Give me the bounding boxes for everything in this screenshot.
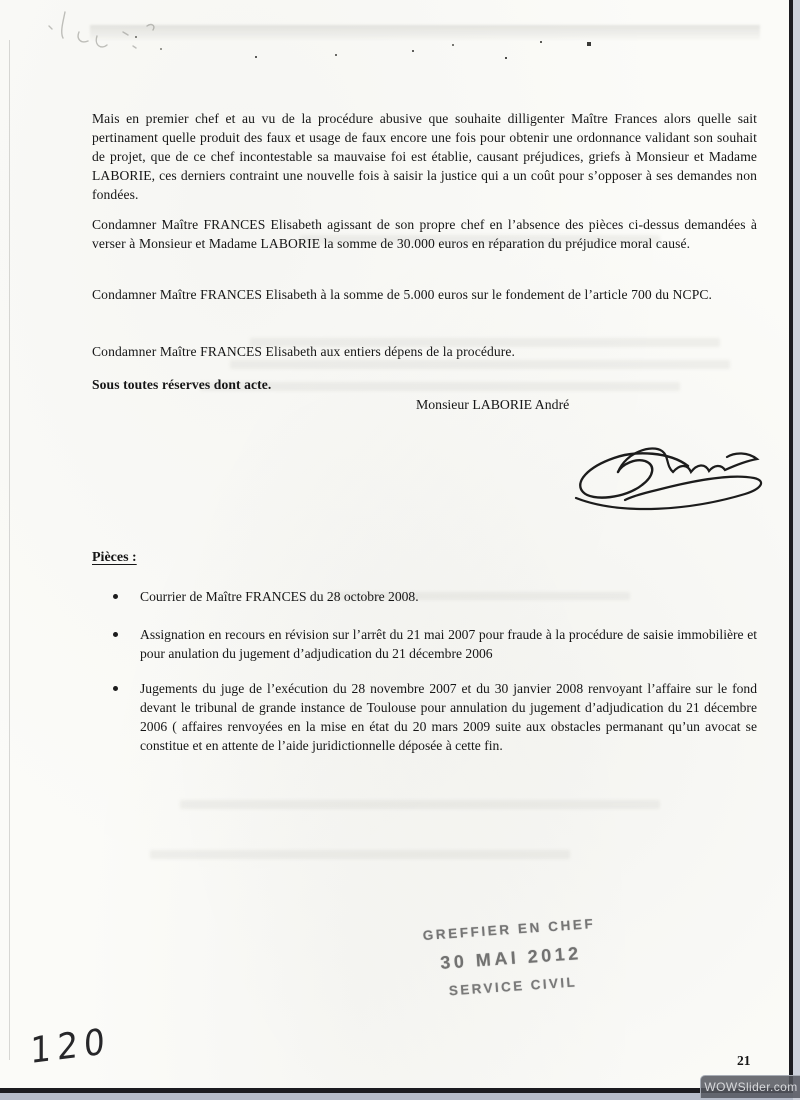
list-item-text: Jugements du juge de l’exécution du 28 novembre 2007 et du 30 janvier 2008 renvoyant l’affaire sur le fond devant le tribunal de grande instance de Toulouse pour annulation du jugement d’adjudication du 21 décembre 2006 ( affaires renvoyées en la mise en état du 20 mars 2009 suite aux obstacles permanant qu’un avocat se constitue et en attente de l’aide juridictionnelle déposée à cette fin. xyxy=(140,681,757,753)
stamp-office-line: GREFFIER EN CHEF xyxy=(422,916,596,944)
scan-smudge-band xyxy=(90,25,760,40)
scan-edge-left xyxy=(9,40,10,1060)
pieces-heading: Pièces : xyxy=(92,550,137,565)
bleedthrough-smudge xyxy=(230,360,730,369)
bullet-icon xyxy=(113,632,118,637)
stamp-date-line: 30 MAI 2012 xyxy=(439,943,583,973)
scan-edge-bottom-outer xyxy=(0,1093,793,1100)
pencil-scribble-marks xyxy=(35,6,185,66)
list-item-text: Courrier de Maître FRANCES du 28 octobre 2008. xyxy=(140,589,419,604)
bullet-icon xyxy=(113,686,118,691)
paragraph-condemn-depens: Condamner Maître FRANCES Elisabeth aux entiers dépens de la procédure. xyxy=(92,343,516,359)
paragraph-abusive-procedure: Mais en premier chef et au vu de la procédure abusive que souhaite dilligenter Maître Frances alors quelle sait pertinament quelle produit des faux et usage de faux encore une fois pour obtenir une ordonnance validant son souhait de projet, que de ce chef incontestable sa mauvaise foi est établie, causant préjudices, griefs à Monsieur et Madame LABORIE, ces derniers contraint une nouvelle fois à saisir la justice qui a un coût pour s’opposer à ses demandes non fondées. xyxy=(92,110,757,202)
list-item-assignation xyxy=(140,625,757,663)
handwritten-signature xyxy=(540,430,775,530)
signatory-name: Monsieur LABORIE André xyxy=(416,397,570,412)
scan-edge-right-outer xyxy=(793,0,800,1100)
paragraph-condemn-5000: Condamner Maître FRANCES Elisabeth à la somme de 5.000 euros sur le fondement de l’article 700 du NCPC. xyxy=(92,286,713,302)
scan-specks xyxy=(0,0,2,2)
watermark-link[interactable]: WOWSlider.com xyxy=(700,1075,800,1098)
date-stamp xyxy=(381,913,641,1003)
list-item-jugements xyxy=(140,679,757,755)
bleedthrough-smudge xyxy=(180,800,660,809)
page-number: 21 xyxy=(737,1053,751,1068)
list-item-courrier xyxy=(140,587,757,606)
reserves-note: Sous toutes réserves dont acte. xyxy=(92,376,272,392)
bleedthrough-smudge xyxy=(150,850,570,859)
bullet-icon xyxy=(113,594,118,599)
paragraph-condemn-30000: Condamner Maître FRANCES Elisabeth agissant de son propre chef en l’absence des pièces ci-dessus demandées à verser à Monsieur et Madame LABORIE la somme de 30.000 euros en réparation du préjudice moral causé. xyxy=(92,216,757,251)
list-item-text: Assignation en recours en révision sur l’arrêt du 21 mai 2007 pour fraude à la procédure de saisie immobilière et pour anulation du jugement d’adjudication du 21 décembre 2006 xyxy=(140,627,757,661)
stamp-service-line: SERVICE CIVIL xyxy=(448,974,578,999)
handwritten-folio-number: 120 xyxy=(30,1019,111,1072)
